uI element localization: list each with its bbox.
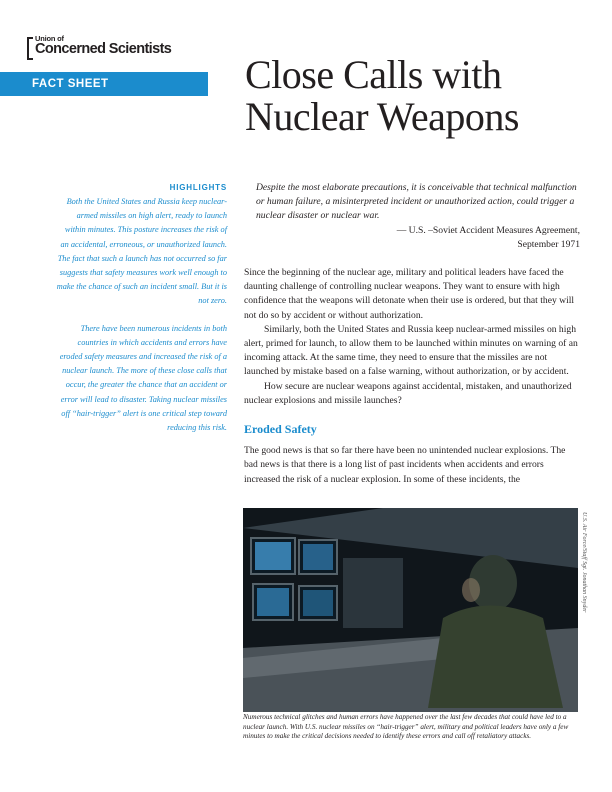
highlights-paragraph-1: Both the United States and Russia keep nuclear-armed missiles on high alert, ready to launch within minutes. This posture increases the risk of an accidental, erroneous, or unauthorized launch. The fact that such a launch has not occurred so far suggests that safety measures work well enough to make the chance of such an incident small. But it is not zero. — [56, 197, 227, 306]
logo-line-1: Union of — [35, 34, 64, 43]
body-paragraph-4: The good news is that so far there have been no unintended nuclear explosions. The bad news is that there is a long list of past incidents when accidents and errors increased the risk of a nuclear explosion. In some of these incidents, the — [244, 445, 566, 485]
epigraph-attribution — [244, 224, 580, 252]
photo-credit-text: U.S. Air Force/Staff Sgt. Jonathan Snyder — [581, 512, 587, 613]
highlights-sidebar — [55, 183, 227, 448]
page-title — [245, 54, 585, 138]
attribution-line-1: — U.S. –Soviet Accident Measures Agreement, — [396, 224, 580, 236]
title-line-1: Close Calls with — [245, 52, 502, 97]
title-line-2: Nuclear Weapons — [245, 94, 519, 139]
body-paragraph-1: Since the beginning of the nuclear age, military and political leaders have faced the daunting challenge of controlling nuclear weapons. They want to ensure with high confidence that the weapons will detonate when their use is ordered, but that they will not do so by accident or without authorization. — [244, 267, 575, 321]
photo-caption: Numerous technical glitches and human errors have happened over the last few decades that could have led to a nuclear launch. With U.S. nuclear missiles on “hair-trigger” alert, military and political leaders have only a few minutes to make the critical decisions needed to identify these errors and call off retaliatory attacks. — [243, 713, 569, 741]
highlights-heading: HIGHLIGHTS — [169, 183, 227, 192]
attribution-line-2: September 1971 — [517, 238, 580, 250]
fact-sheet-banner: FACT SHEET — [0, 72, 208, 96]
photo-illustration — [243, 508, 578, 712]
missile-control-photo — [243, 508, 578, 712]
ucs-logo — [27, 34, 197, 58]
logo-line-2: Concerned Scientists — [35, 41, 172, 57]
photo-credit — [580, 508, 590, 712]
logo-bracket — [27, 37, 33, 60]
body-paragraph-3: How secure are nuclear weapons against accidental, mistaken, and unauthorized nuclear explosions and missile launches? — [244, 380, 572, 406]
epigraph-quote: Despite the most elaborate precautions, it is conceivable that technical malfunction or human failure, a misinterpreted incident or unauthorized action, could trigger a nuclear disaster or nuclear war. — [256, 182, 577, 222]
main-column — [244, 181, 580, 487]
body-paragraph-2: Similarly, both the United States and Russia keep nuclear-armed missiles on high alert, primed for launch, to allow them to be launched within minutes on warning of an incoming attack. At the same time, they need to ensure that the missiles are not launched by mistake based on a false warning, without authorization, or by accident. — [244, 323, 578, 378]
section-heading-eroded-safety: Eroded Safety — [244, 422, 317, 437]
highlights-paragraph-2: There have been numerous incidents in both countries in which accidents and errors have eroded safety measures and increased the risk of a nuclear launch. The more of these close calls that occur, the greater the chance that an accident or error will lead to disaster. Taking nuclear missiles off “hair-trigger” alert is one critical step toward reducing this risk. — [59, 323, 227, 433]
